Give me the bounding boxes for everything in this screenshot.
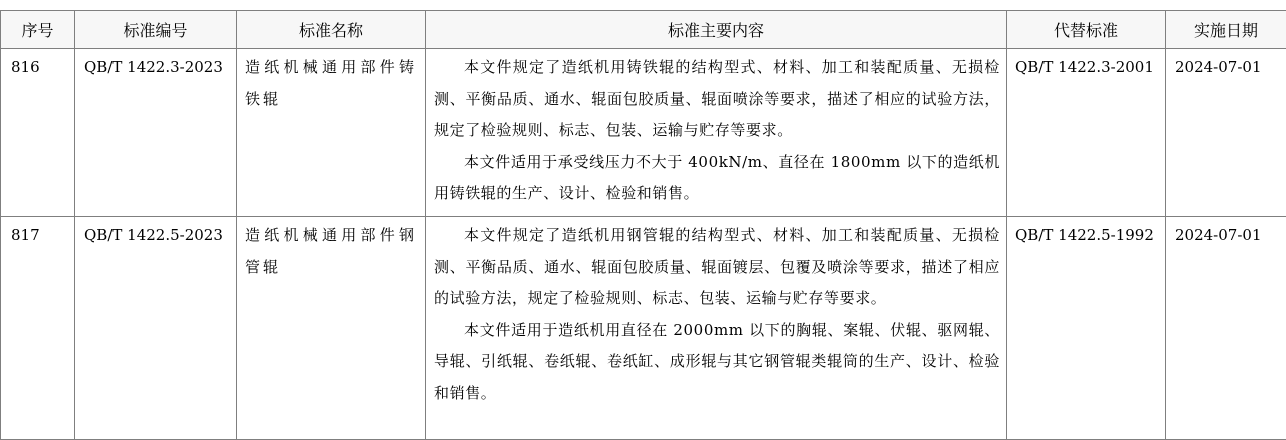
cell-code: QB/T 1422.5-2023	[75, 217, 237, 440]
content-paragraph: 本文件适用于承受线压力不大于 400kN/m、直径在 1800mm 以下的造纸机用铸铁辊的生产、设计、检验和销售。	[434, 147, 1000, 210]
cell-content	[426, 217, 1007, 440]
header-date: 实施日期	[1166, 11, 1286, 49]
content-paragraph: 本文件适用于造纸机用直径在 2000mm 以下的胸辊、案辊、伏辊、驱网辊、导辊、引纸辊、卷纸辊、卷纸缸、成形辊与其它钢管辊类辊筒的生产、设计、检验和销售。	[434, 315, 1000, 410]
table-row	[1, 217, 1286, 440]
cell-no: 817	[1, 217, 75, 440]
cell-replaces: QB/T 1422.5-1992	[1007, 217, 1166, 440]
cell-name: 造纸机械通用部件钢管辊	[237, 217, 426, 440]
standards-table	[0, 10, 1286, 440]
header-replaces: 代替标准	[1007, 11, 1166, 49]
cell-no: 816	[1, 49, 75, 217]
header-no: 序号	[1, 11, 75, 49]
cell-date: 2024-07-01	[1166, 217, 1286, 440]
cell-code: QB/T 1422.3-2023	[75, 49, 237, 217]
cell-content	[426, 49, 1007, 217]
cell-date: 2024-07-01	[1166, 49, 1286, 217]
table-row	[1, 49, 1286, 217]
header-code: 标准编号	[75, 11, 237, 49]
content-paragraph: 本文件规定了造纸机用钢管辊的结构型式、材料、加工和装配质量、无损检测、平衡品质、通水、辊面包胶质量、辊面镀层、包覆及喷涂等要求，描述了相应的试验方法，规定了检验规则、标志、包装、运输与贮存等要求。	[434, 220, 1000, 315]
content-paragraph: 本文件规定了造纸机用铸铁辊的结构型式、材料、加工和装配质量、无损检测、平衡品质、通水、辊面包胶质量、辊面喷涂等要求，描述了相应的试验方法，规定了检验规则、标志、包装、运输与贮存等要求。	[434, 52, 1000, 147]
cell-name: 造纸机械通用部件铸铁辊	[237, 49, 426, 217]
header-content: 标准主要内容	[426, 11, 1007, 49]
header-name: 标准名称	[237, 11, 426, 49]
cell-replaces: QB/T 1422.3-2001	[1007, 49, 1166, 217]
table-header-row	[1, 11, 1286, 49]
